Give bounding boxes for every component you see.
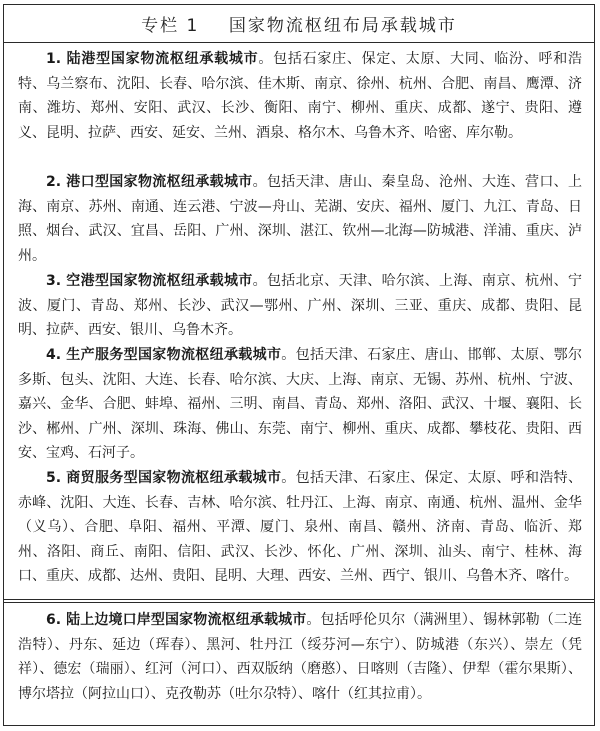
section-paragraph: [18, 269, 582, 343]
section-divider: [4, 599, 594, 600]
section-border-port: [18, 608, 582, 706]
column-box: [3, 4, 595, 726]
section-text: 。包括天津、唐山、秦皇岛、沧州、大连、营口、上海、南京、苏州、南通、连云港、宁波—舟山、芜湖、安庆、福州、厦门、九江、青岛、日照、烟台、武汉、宜昌、岳阳、广州、深圳、湛江、钦州—北海—防城港、洋浦、重庆、泸州。: [18, 174, 582, 264]
section-heading: 4. 生产服务型国家物流枢纽承载城市: [46, 347, 282, 363]
section-text: 。包括天津、石家庄、保定、太原、呼和浩特、赤峰、沈阳、大连、长春、吉林、哈尔滨、牡丹江、上海、南京、南通、杭州、温州、金华（义乌）、合肥、阜阳、福州、平潭、厦门、泉州、南昌、赣州、济南、青岛、临沂、郑州、洛阳、商丘、南阳、信阳、武汉、长沙、怀化、广州、深圳、汕头、南宁、桂林、海口、重庆、成都、达州、贵阳、昆明、大理、西安、兰州、西宁、银川、乌鲁木齐、喀什。: [18, 470, 582, 584]
section-text: 。包括呼伦贝尔（满洲里）、锡林郭勒（二连浩特）、丹东、延边（珲春）、黑河、牡丹江（绥芬河—东宁）、防城港（东兴）、崇左（凭祥）、德宏（瑞丽）、红河（河口）、西双版纳（磨憨）、日喀则（吉隆）、伊犁（霍尔果斯）、博尔塔拉（阿拉山口）、克孜勒苏（吐尔尕特）、喀什（红其拉甫）。: [18, 612, 583, 702]
section-production-service: [18, 343, 582, 466]
section-heading: 5. 商贸服务型国家物流枢纽承载城市: [46, 470, 282, 486]
section-paragraph: [18, 47, 582, 145]
section-land-port: [18, 47, 582, 145]
section-paragraph: [18, 608, 582, 706]
section-heading: 3. 空港型国家物流枢纽承载城市: [46, 273, 253, 289]
column-title: 专栏 1 国家物流枢纽布局承载城市: [141, 16, 457, 36]
section-text: 。包括石家庄、保定、太原、大同、临汾、呼和浩特、乌兰察布、沈阳、长春、哈尔滨、佳木斯、南京、徐州、杭州、合肥、南昌、鹰潭、济南、潍坊、郑州、安阳、武汉、长沙、衡阳、南宁、柳州、重庆、成都、遂宁、贵阳、遵义、昆明、拉萨、西安、延安、兰州、酒泉、格尔木、乌鲁木齐、哈密、库尔勒。: [18, 51, 582, 141]
section-heading: 1. 陆港型国家物流枢纽承载城市: [46, 51, 259, 67]
section-heading: 2. 港口型国家物流枢纽承载城市: [46, 174, 253, 190]
section-text: 。包括天津、石家庄、唐山、邯郸、太原、鄂尔多斯、包头、沈阳、大连、长春、哈尔滨、大庆、上海、南京、无锡、苏州、杭州、宁波、嘉兴、金华、合肥、蚌埠、福州、三明、南昌、青岛、郑州、洛阳、武汉、十堰、襄阳、长沙、郴州、广州、深圳、珠海、佛山、东莞、南宁、柳州、重庆、成都、攀枝花、贵阳、西安、宝鸡、石河子。: [18, 347, 582, 461]
section-paragraph: [18, 466, 582, 589]
section-airport: [18, 269, 582, 343]
section-heading: 6. 陆上边境口岸型国家物流枢纽承载城市: [46, 612, 307, 628]
title-bar: [4, 5, 594, 43]
section-text: 。包括北京、天津、哈尔滨、上海、南京、杭州、宁波、厦门、青岛、郑州、长沙、武汉—鄂州、广州、深圳、三亚、重庆、成都、贵阳、昆明、拉萨、西安、银川、乌鲁木齐。: [18, 273, 582, 338]
section-commerce-service: [18, 466, 582, 589]
column-body: [4, 43, 594, 725]
section-paragraph: [18, 343, 582, 466]
section-divider: [4, 602, 594, 603]
section-paragraph: [18, 170, 582, 268]
section-seaport: [18, 170, 582, 268]
